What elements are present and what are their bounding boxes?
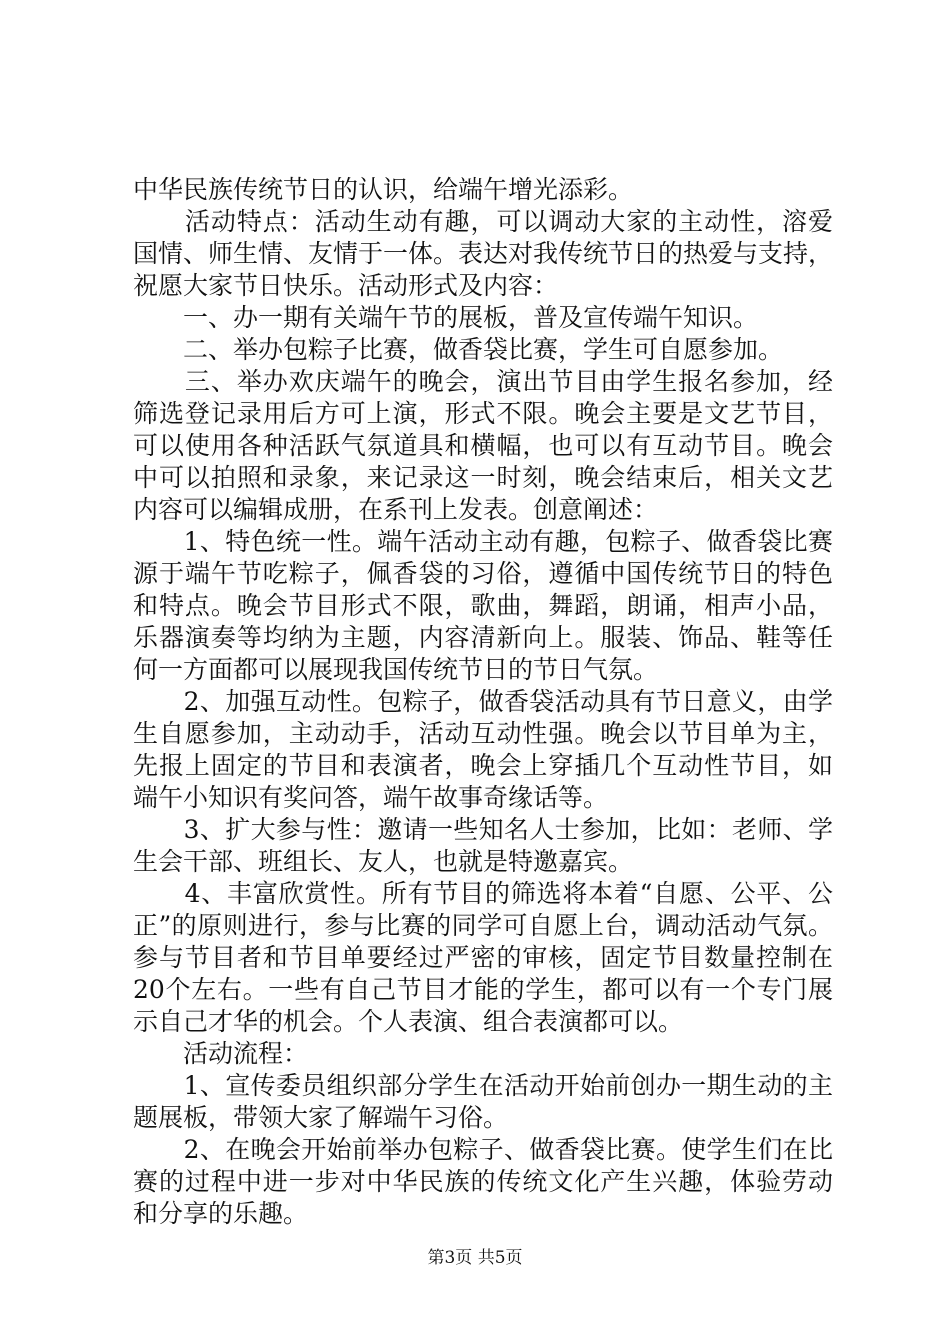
text-line: 1、特色统一性。端午活动主动有趣，包粽子、做香袋比赛 [133,527,833,556]
text-line: 参与节目者和节目单要经过严密的审核，固定节目数量控制在 [133,943,833,972]
text-line: 4、丰富欣赏性。所有节目的筛选将本着“自愿、公平、公 [133,879,833,908]
text-line: 二、举办包粽子比赛，做香袋比赛，学生可自愿参加。 [133,335,784,364]
text-line: 先报上固定的节目和表演者，晚会上穿插几个互动性节目，如 [133,751,833,780]
text-line: 何一方面都可以展现我国传统节日的节日气氛。 [133,655,659,684]
text-line: 中可以拍照和录象，来记录这一时刻，晚会结束后，相关文艺 [133,463,833,492]
text-line: 1、宣传委员组织部分学生在活动开始前创办一期生动的主 [133,1071,833,1100]
text-line: 2、加强互动性。包粽子，做香袋活动具有节日意义，由学 [133,687,833,716]
text-line: 国情、师生情、友情于一体。表达对我传统节日的热爱与支持， [133,239,834,268]
text-line: 一、办一期有关端午节的展板，普及宣传端午知识。 [133,303,759,332]
page-number-footer: 第3页 共5页 [427,1248,523,1268]
text-line: 和特点。晚会节目形式不限，歌曲，舞蹈，朗诵，相声小品， [133,591,833,620]
text-line: 可以使用各种活跃气氛道具和横幅，也可以有互动节目。晚会 [133,431,833,460]
text-line: 生自愿参加，主动动手，活动互动性强。晚会以节目单为主， [133,719,833,748]
text-line: 20个左右。一些有自己节目才能的学生，都可以有一个专门展 [133,975,833,1004]
text-line: 2、在晚会开始前举办包粽子、做香袋比赛。使学生们在比 [133,1135,833,1164]
text-line: 正”的原则进行，参与比赛的同学可自愿上台，调动活动气氛。 [133,911,833,940]
text-line: 三、举办欢庆端午的晚会，演出节目由学生报名参加，经 [133,367,833,396]
text-line: 示自己才华的机会。个人表演、组合表演都可以。 [133,1007,684,1036]
text-line: 3、扩大参与性：邀请一些知名人士参加，比如：老师、学 [133,815,833,844]
text-line: 祝愿大家节日快乐。活动形式及内容： [133,271,559,300]
text-line: 生会干部、班组长、友人，也就是特邀嘉宾。 [133,847,634,876]
text-line: 内容可以编辑成册，在系刊上发表。创意阐述： [133,495,659,524]
text-line: 端午小知识有奖问答，端午故事奇缘话等。 [133,783,609,812]
text-line: 乐器演奏等均纳为主题，内容清新向上。服装、饰品、鞋等任 [133,623,833,652]
text-line: 筛选登记录用后方可上演，形式不限。晚会主要是文艺节目， [133,399,833,428]
text-line: 和分享的乐趣。 [133,1199,309,1228]
text-line: 赛的过程中进一步对中华民族的传统文化产生兴趣，体验劳动 [133,1167,833,1196]
text-line: 中华民族传统节日的认识，给端午增光添彩。 [133,175,634,204]
text-line: 活动特点：活动生动有趣，可以调动大家的主动性，溶爱 [133,207,833,236]
text-line: 题展板，带领大家了解端午习俗。 [133,1103,509,1132]
text-line: 活动流程： [133,1039,309,1068]
text-line: 源于端午节吃粽子，佩香袋的习俗，遵循中国传统节日的特色 [133,559,833,588]
